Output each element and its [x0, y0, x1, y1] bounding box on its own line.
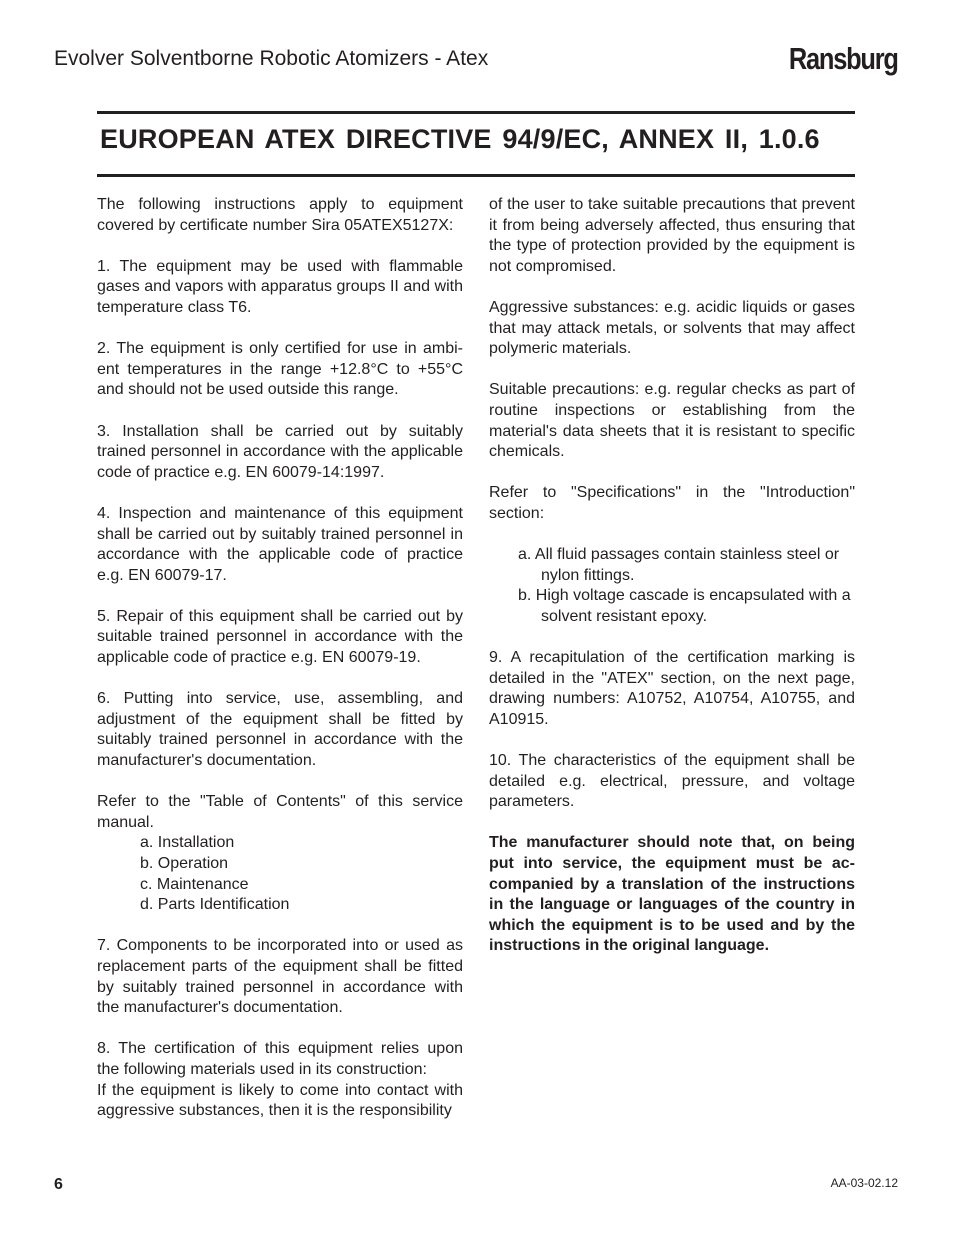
intro-paragraph: The following instructions apply to equipment covered by certificate number Sira 05ATEX5127X: [97, 196, 463, 234]
toc-item: b. Operation [140, 855, 229, 872]
toc-item: c. Maintenance [140, 875, 249, 893]
instruction-item-3: 3. Installation shall be carried out by suitably trained personnel in accordance with the applicable code of practice e.g. EN 60079-14:1997. [97, 422, 463, 481]
instruction-item-8: 8. The certification of this equipment relies upon the following materials used in its construction: [97, 1040, 463, 1078]
right-column [489, 195, 855, 978]
suitable-precautions-paragraph: Suitable precautions: e.g. regular checks as part of routine inspections or establishing from the material's data sheets that it is resistant to specific chemicals. [489, 381, 855, 461]
specifications-list [489, 545, 855, 627]
toc-item: a. Installation [140, 834, 235, 852]
document-code: AA-03-02.12 [830, 1176, 898, 1190]
top-divider [97, 111, 855, 114]
refer-toc-paragraph: Refer to the "Table of Contents" of this service manual. [97, 793, 463, 831]
instruction-item-8-continued: If the equipment is likely to come into contact with aggressive substances, then it is the responsibility [97, 1081, 463, 1120]
refer-specifications-paragraph: Refer to "Specifications" in the "Introduction" section: [489, 484, 855, 522]
brand-logo: Ransburg [789, 41, 898, 76]
instruction-item-6: 6. Putting into service, use, assembling, and adjustment of the equipment shall be fitted by suitably trained personnel in accordance with the manufacturer's documentation. [97, 690, 463, 770]
instruction-item-10: 10. The characteristics of the equipment shall be detailed e.g. electrical, pressure, and voltage parameters. [489, 752, 855, 811]
instruction-item-5: 5. Repair of this equipment shall be carried out by suitable trained personnel in accordance with the applicable code of practice e.g. EN 60079-19. [97, 607, 463, 667]
toc-list [97, 833, 463, 915]
spec-item: b. High voltage cascade is encapsulated with a solvent resistant epoxy. [518, 587, 851, 625]
continuation-paragraph: of the user to take suitable precautions that prevent it from being adversely affected, thus ensuring that the type of protection provided by the equipment is not compromised. [489, 196, 855, 275]
instruction-item-4: 4. Inspection and maintenance of this equipment shall be carried out by suitably trained personnel in accordance with the applicable code of practice e.g. EN 60079-17. [97, 504, 463, 584]
instruction-item-1: 1. The equipment may be used with flammable gases and vapors with apparatus groups II and with temperature class T6. [97, 257, 463, 316]
toc-item: d. Parts Identification [140, 896, 290, 914]
spec-item: a. All fluid passages contain stainless steel or nylon fittings. [518, 546, 840, 584]
instruction-item-7: 7. Components to be incorporated into or used as replacement parts of the equipment shall be fitted by suitably trained personnel in accordance with the manufacturer's documentation. [97, 937, 463, 1017]
instruction-item-9: 9. A recapitulation of the certification marking is detailed in the "ATEX" section, on the next page, drawing numbers: A10752, A10754, A10755, and A10915. [489, 649, 855, 728]
document-header-title: Evolver Solventborne Robotic Atomizers - Atex [54, 47, 489, 70]
manufacturer-notice: The manufacturer should note that, on being put into service, the equipment must be ac-companied by a translation of the instructions in the language or languages of the country in which the equipment is to be used and by the instructions in the original language. [489, 834, 855, 955]
section-title: EUROPEAN ATEX DIRECTIVE 94/9/EC, ANNEX II, 1.0.6 [100, 124, 820, 154]
page-number: 6 [54, 1176, 63, 1193]
left-column [97, 195, 463, 1122]
instruction-item-2: 2. The equipment is only certified for use in ambi-ent temperatures in the range +12.8°C to +55°C and should not be used outside this range. [97, 340, 463, 399]
aggressive-substances-paragraph: Aggressive substances: e.g. acidic liquids or gases that may attack metals, or solvents that may affect polymeric materials. [489, 298, 855, 358]
bottom-divider [97, 174, 855, 177]
